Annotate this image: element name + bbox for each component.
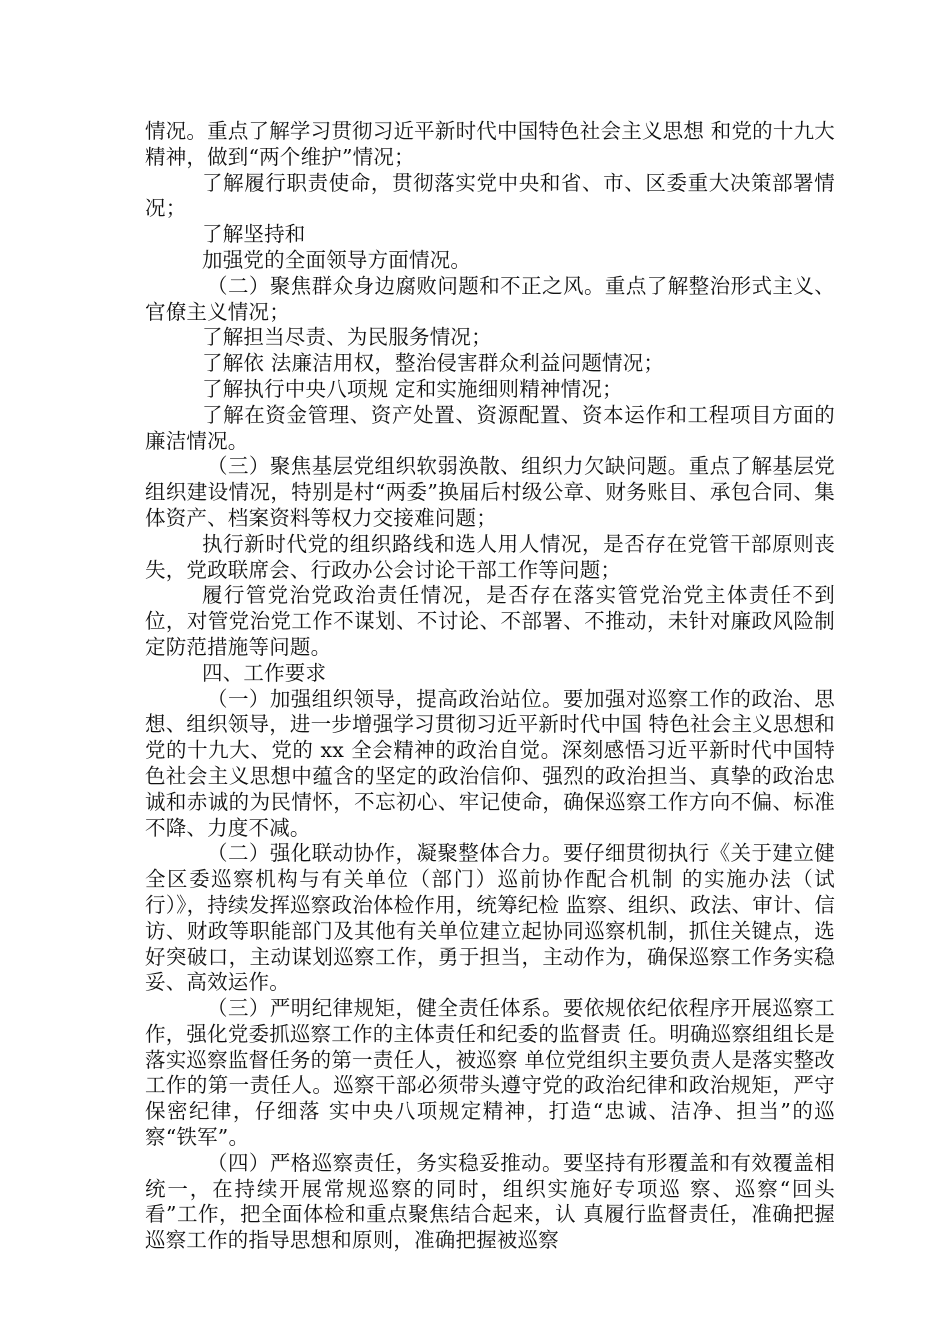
- paragraph-1: 情况。重点了解学习贯彻习近平新时代中国特色社会主义思想 和党的十九大精神，做到“两个维护”情况；: [145, 119, 835, 169]
- paragraph-10: （三）聚焦基层党组织软弱涣散、组织力欠缺问题。重点了解基层党组织建设情况，特别是村“两委”换届后村级公章、财务账目、承包合同、集体资产、档案资料等权力交接难问题；: [145, 454, 835, 530]
- paragraph-14: （一）加强组织领导，提高政治站位。要加强对巡察工作的政治、思想、组织领导，进一步增强学习贯彻习近平新时代中国 特色社会主义思想和党的十九大、党的 xx 全会精神的政治自觉。深刻感悟习近平新时代中国特色社会主义思想中蕴含的坚定的政治信仰、强烈的政治担当、真挚的政治忠诚和赤诚的为民情怀，不忘初心、牢记使命，确保巡察工作方向不偏、标准不降、力度不减。: [145, 686, 835, 840]
- paragraph-11: 执行新时代党的组织路线和选人用人情况，是否存在党管干部原则丧失，党政联席会、行政办公会讨论干部工作等问题；: [145, 531, 835, 582]
- paragraph-12: 履行管党治党政治责任情况，是否存在落实管党治党主体责任不到位，对管党治党工作不谋划、不讨论、不部署、不推动，未针对廉政风险制定防范措施等问题。: [145, 583, 835, 659]
- document-body: [145, 119, 835, 1254]
- paragraph-9: 了解在资金管理、资产处置、资源配置、资本运作和工程项目方面的廉洁情况。: [145, 402, 835, 453]
- paragraph-16: （三）严明纪律规矩，健全责任体系。要依规依纪依程序开展巡察工作，强化党委抓巡察工作的主体责任和纪委的监督责 任。明确巡察组组长是落实巡察监督任务的第一责任人，被巡察 单位党组织主要负责人是落实整改工作的第一责任人。巡察干部必须带头遵守党的政治纪律和政治规矩，严守保密纪律，仔细落 实中央八项规定精神，打造“忠诚、洁净、担当”的巡察“铁军”。: [145, 996, 835, 1150]
- paragraph-15: （二）强化联动协作，凝聚整体合力。要仔细贯彻执行《关于建立健全区委巡察机构与有关单位（部门）巡前协作配合机制 的实施办法（试行）》，持续发挥巡察政治体检作用，统筹纪检 监察、组织、政法、审计、信访、财政等职能部门及其他有关单位建立起协同巡察机制，抓住关键点，选好突破口，主动谋划巡察工作，勇于担当，主动作为，确保巡察工作务实稳妥、高效运作。: [145, 841, 836, 995]
- paragraph-17: （四）严格巡察责任，务实稳妥推动。要坚持有形覆盖和有效覆盖相统一，在持续开展常规巡察的同时，组织实施好专项巡 察、巡察“回头看”工作，把全面体检和重点聚焦结合起来，认 真履行监督责任，准确把握巡察工作的指导思想和原则，准确把握被巡察: [145, 1150, 835, 1253]
- paragraph-7: 了解依 法廉洁用权，整治侵害群众利益问题情况；: [202, 351, 665, 376]
- paragraph-2: 了解履行职责使命，贯彻落实党中央和省、市、区委重大决策部署情况；: [145, 170, 835, 221]
- paragraph-8: 了解执行中央八项规 定和实施细则精神情况；: [202, 376, 623, 401]
- paragraph-4: 加强党的全面领导方面情况。: [202, 247, 472, 272]
- paragraph-6: 了解担当尽责、为民服务情况；: [202, 325, 492, 350]
- section-heading-requirements: 四、工作要求: [202, 660, 327, 685]
- paragraph-3: 了解坚持和: [202, 222, 306, 247]
- paragraph-5: （二）聚焦群众身边腐败问题和不正之风。重点了解整治形式主义、官僚主义情况；: [145, 273, 835, 324]
